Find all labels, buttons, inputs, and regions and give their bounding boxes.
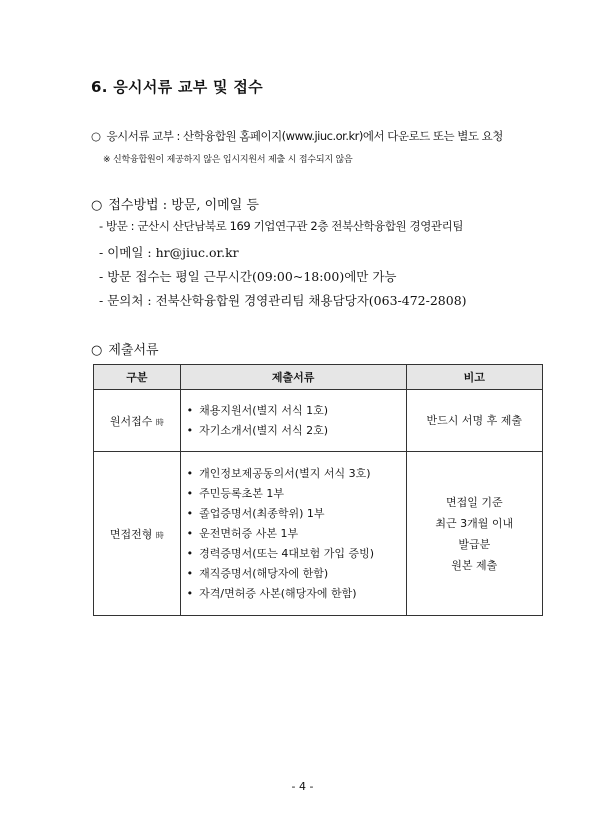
section-heading: 6. 응시서류 교부 및 접수: [91, 78, 263, 96]
list-item: • 자격/면허증 사본(해당자에 한함): [187, 584, 398, 604]
submission-item-contact: - 문의처 : 전북산학융합원 경영관리팀 채용담당자(063-472-2808): [99, 293, 467, 308]
submission-item-email: - 이메일 : hr@jiuc.or.kr: [99, 245, 239, 260]
category-suffix: 時: [155, 530, 164, 540]
category-label: 면접전형: [109, 527, 153, 541]
category-label: 원서접수: [109, 414, 153, 428]
list-item: • 운전면허증 사본 1부: [187, 524, 398, 544]
list-item: • 졸업증명서(최종학위) 1부: [187, 504, 398, 524]
column-header-category: 구분: [94, 365, 181, 390]
list-item: • 채용지원서(별지 서식 1호): [187, 401, 398, 421]
list-item: • 개인정보제공동의서(별지 서식 3호): [187, 464, 398, 484]
row-documents: [180, 452, 406, 616]
column-header-documents: 제출서류: [180, 365, 406, 390]
circle-bullet-icon: ○: [91, 129, 101, 143]
note-line: 발급분: [458, 537, 491, 551]
category-suffix: 時: [155, 417, 164, 427]
column-header-note: 비고: [406, 365, 542, 390]
issuance-note: ※ 신학융합원이 제공하지 않은 입시지원서 제출 시 접수되지 않음: [103, 155, 353, 165]
row-documents: [180, 390, 406, 452]
table-header-row: [94, 365, 543, 390]
page-number: - 4 -: [291, 780, 314, 793]
note-line: 최근 3개월 이내: [435, 516, 514, 530]
list-item: • 주민등록초본 1부: [187, 484, 398, 504]
circle-bullet-icon: ○: [91, 198, 103, 213]
note-line: 면접일 기준: [445, 495, 503, 509]
table-row: [94, 452, 543, 616]
documents-heading-line: [91, 339, 159, 358]
row-note: [406, 390, 542, 452]
submission-heading-line: [91, 194, 259, 213]
list-item: • 경력증명서(또는 4대보험 가입 증빙): [187, 544, 398, 564]
row-note: [406, 452, 542, 616]
table-row: [94, 390, 543, 452]
note-line: 원본 제출: [451, 558, 498, 572]
documents-heading: 제출서류: [108, 343, 159, 358]
submission-item-hours: - 방문 접수는 평일 근무시간(09:00~18:00)에만 가능: [99, 269, 397, 284]
list-item: • 재직증명서(해당자에 한함): [187, 564, 398, 584]
submission-item-visit: - 방문 : 군산시 산단남북로 169 기업연구관 2층 전북산학융합원 경영관리팀: [99, 219, 464, 233]
submission-heading: 접수방법 : 방문, 이메일 등: [108, 198, 259, 213]
note-line: 반드시 서명 후 제출: [426, 414, 523, 427]
circle-bullet-icon: ○: [91, 343, 103, 358]
list-item: • 자기소개서(별지 서식 2호): [187, 421, 398, 441]
row-category: [94, 390, 181, 452]
row-category: [94, 452, 181, 616]
issuance-text: 응시서류 교부 : 산학융합원 홈페이지(www.jiuc.or.kr)에서 다운로드 또는 별도 요청: [106, 129, 503, 143]
documents-table: [93, 364, 543, 616]
issuance-line: [91, 128, 503, 144]
